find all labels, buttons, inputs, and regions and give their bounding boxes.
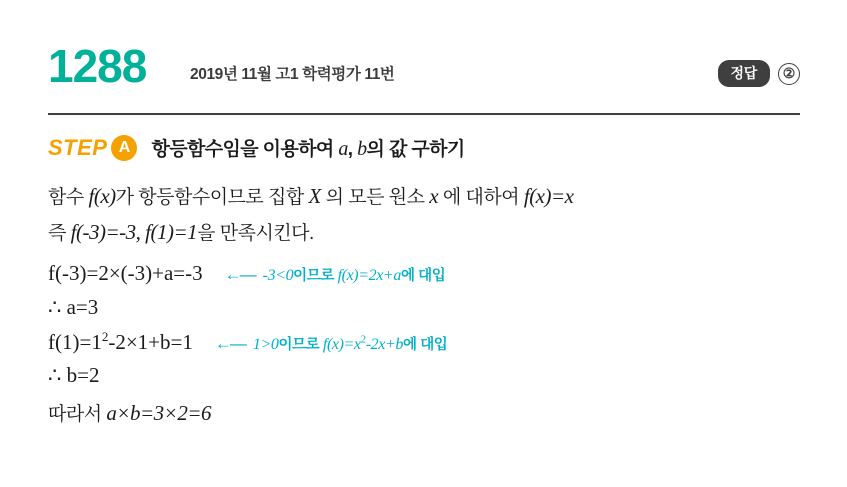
annotation-1-end: 에 대입 — [400, 268, 446, 284]
equation-3 — [48, 329, 193, 355]
left-arrow-icon: ←— — [214, 334, 245, 353]
annotation-1 — [225, 264, 446, 285]
line2-part-c: 을 만족시킨다. — [197, 223, 314, 244]
step-title-pre: 항등함수임을 이용하여 — [151, 139, 339, 160]
line1-var-x: x — [429, 184, 439, 208]
answer-group — [718, 60, 800, 87]
step-word: STEP — [48, 134, 108, 160]
problem-source: 2019년 11월 고1 학력평가 11번 — [190, 66, 395, 83]
step-title-post: 의 값 구하기 — [366, 139, 465, 160]
line1-part-d: 에 대하여 — [438, 187, 524, 208]
answer-label: 정답 — [718, 60, 770, 87]
solution-conclusion — [48, 399, 808, 426]
equation-3-post: -2×1+b=1 — [108, 330, 193, 354]
line1-set-X: X — [308, 184, 321, 208]
answer-value: ② — [778, 63, 800, 85]
step-badge: A — [111, 135, 137, 161]
step-title-var-b: b — [357, 138, 367, 160]
annotation-1-function: f(x)=2x+a — [337, 267, 401, 284]
equation-4: ∴ b=2 — [48, 363, 100, 387]
annotation-2-inequality: 1>0 — [252, 336, 279, 353]
problem-number: 1288 — [48, 40, 147, 92]
line2-part-a: 즉 — [48, 223, 71, 244]
equation-row-1 — [48, 261, 808, 295]
annotation-2-function-post: -2x+b — [365, 336, 403, 353]
annotation-1-mid: 이므로 — [293, 268, 338, 284]
annotation-2-exponent: 2 — [360, 333, 366, 346]
line1-part-a: 함수 — [48, 187, 89, 208]
step-heading — [48, 134, 465, 161]
annotation-2-function: f(x)=x — [322, 336, 361, 353]
equation-3-exponent: 2 — [101, 329, 109, 344]
solution-line-2 — [48, 218, 808, 245]
equation-2: ∴ a=3 — [48, 295, 99, 319]
annotation-2-mid: 이므로 — [278, 337, 323, 353]
line1-fx: f(x) — [88, 184, 116, 208]
annotation-1-text — [263, 264, 446, 285]
annotation-2-text — [253, 333, 448, 354]
conclusion-equation: a×b=3×2=6 — [106, 401, 212, 425]
problem-header — [48, 40, 800, 102]
step-title — [151, 134, 464, 161]
header-divider — [48, 113, 800, 115]
line1-part-c: 의 모든 원소 — [320, 187, 430, 208]
line2-values: f(-3)=-3, f(1)=1 — [70, 220, 198, 244]
equation-row-4 — [48, 363, 808, 397]
solution-line-1 — [48, 182, 808, 209]
solution-body — [48, 182, 808, 426]
left-arrow-icon: ←— — [224, 265, 255, 284]
annotation-2 — [215, 333, 448, 354]
line1-part-b: 가 항등함수이므로 집합 — [115, 187, 309, 208]
step-title-mid: , — [347, 139, 358, 160]
conclusion-pre: 따라서 — [48, 404, 107, 425]
line1-identity-eq: f(x)=x — [523, 184, 574, 208]
equation-3-pre: f(1)=1 — [48, 330, 102, 354]
annotation-1-inequality: -3<0 — [262, 267, 294, 284]
annotation-2-end: 에 대입 — [402, 337, 448, 353]
equation-row-3 — [48, 329, 808, 363]
equation-1: f(-3)=2×(-3)+a=-3 — [48, 261, 203, 285]
equation-row-2 — [48, 295, 808, 329]
step-title-var-a: a — [338, 138, 348, 160]
